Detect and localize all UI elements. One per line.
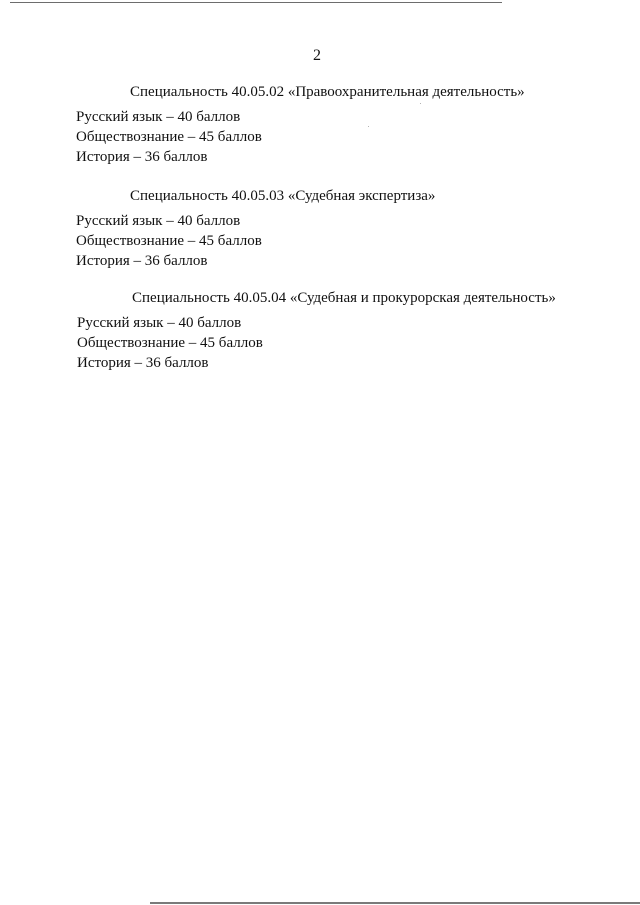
scan-speck — [420, 103, 421, 104]
section-heading: Специальность 40.05.04 «Судебная и прокурорская деятельность» — [132, 290, 556, 306]
subject-score-line: Обществознание – 45 баллов — [77, 335, 263, 351]
subject-score-line: Русский язык – 40 баллов — [76, 213, 241, 229]
scan-top-edge — [10, 2, 502, 3]
scan-bottom-edge — [150, 902, 640, 904]
section-heading: Специальность 40.05.03 «Судебная экспертиза» — [130, 188, 436, 204]
subject-score-line: История – 36 баллов — [76, 253, 208, 269]
subject-score-line: Обществознание – 45 баллов — [76, 129, 262, 145]
section-heading: Специальность 40.05.02 «Правоохранительная деятельность» — [130, 84, 525, 100]
subject-score-list — [77, 313, 263, 373]
subject-score-line: Русский язык – 40 баллов — [77, 315, 242, 331]
page-number: 2 — [313, 47, 321, 64]
subject-score-list — [76, 107, 262, 167]
subject-score-line: История – 36 баллов — [76, 149, 208, 165]
subject-score-line: История – 36 баллов — [77, 355, 209, 371]
scan-speck — [368, 126, 369, 127]
subject-score-line: Обществознание – 45 баллов — [76, 233, 262, 249]
subject-score-list — [76, 211, 262, 271]
subject-score-line: Русский язык – 40 баллов — [76, 109, 241, 125]
